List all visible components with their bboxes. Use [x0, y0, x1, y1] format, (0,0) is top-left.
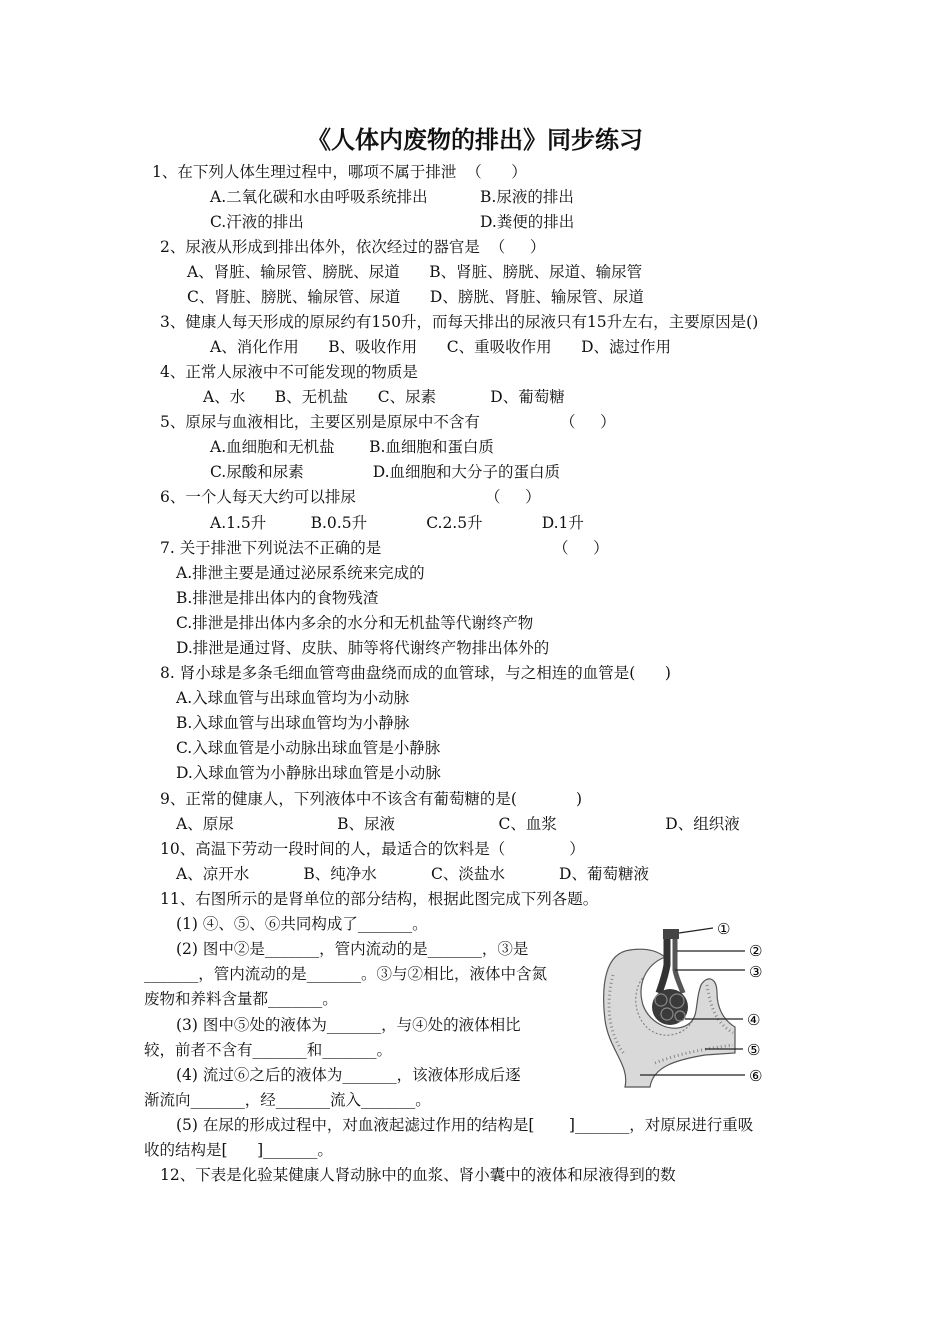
- question-9: 9、正常的健康人，下列液体中不该含有葡萄糖的是( ): [160, 790, 583, 808]
- q1-option-a: A.二氧化碳和水由呼吸系统排出: [210, 188, 428, 206]
- efferent-vessel: [675, 937, 683, 993]
- label-1: ①: [717, 920, 731, 938]
- q7-option-c: C.排泄是排出体内多余的水分和无机盐等代谢终产物: [176, 614, 534, 632]
- q1-option-b: B.尿液的排出: [480, 188, 574, 206]
- q7-answer-bracket: （ ）: [553, 539, 609, 557]
- question-4: 4、正常人尿液中不可能发现的物质是: [160, 363, 418, 381]
- q8-option-a: A.入球血管与出球血管均为小动脉: [176, 689, 410, 707]
- q3-options: A、消化作用 B、吸收作用 C、重吸收作用 D、滤过作用: [210, 338, 672, 356]
- q8-option-d: D.入球血管为小静脉出球血管是小动脉: [176, 764, 441, 782]
- q2-options-ab: A、肾脏、输尿管、膀胱、尿道 B、肾脏、膀胱、尿道、输尿管: [187, 263, 643, 281]
- question-3: 3、健康人每天形成的原尿约有150升，而每天排出的尿液只有15升左右，主要原因是(): [160, 313, 759, 331]
- question-7: 7. 关于排泄下列说法不正确的是: [160, 539, 382, 557]
- q11-part-2: (2) 图中②是_______，管内流动的是_______，③是: [176, 940, 529, 958]
- q5-answer-bracket: （ ）: [560, 413, 616, 431]
- q11-part-2-end: 废物和养料含量都_______。: [144, 990, 338, 1008]
- question-5: 5、原尿与血液相比，主要区别是原尿中不含有: [160, 413, 480, 431]
- question-12: 12、下表是化验某健康人肾动脉中的血浆、肾小囊中的液体和尿液得到的数: [160, 1166, 676, 1184]
- question-8: 8. 肾小球是多条毛细血管弯曲盘绕而成的血管球，与之相连的血管是( ): [160, 664, 671, 682]
- q2-options-cd: C、肾脏、膀胱、输尿管、尿道 D、膀胱、肾脏、输尿管、尿道: [187, 288, 644, 306]
- question-1: 1、在下列人体生理过程中，哪项不属于排泄 （ ）: [152, 163, 527, 181]
- label-4: ④: [747, 1011, 761, 1029]
- q11-part-3: (3) 图中⑤处的液体为_______，与④处的液体相比: [176, 1016, 521, 1034]
- q6-answer-bracket: （ ）: [485, 488, 541, 506]
- question-6: 6、一个人每天大约可以排尿: [160, 488, 356, 506]
- page-title: 《人体内废物的排出》同步练习: [307, 126, 643, 154]
- q7-option-d: D.排泄是通过肾、皮肤、肺等将代谢终产物排出体外的: [176, 639, 550, 657]
- q5-options-ab: A.血细胞和无机盐 B.血细胞和蛋白质: [210, 438, 494, 456]
- q7-option-b: B.排泄是排出体内的食物残渣: [176, 589, 379, 607]
- q1-option-d: D.粪便的排出: [480, 213, 575, 231]
- q4-options: A、水 B、无机盐 C、尿素 D、葡萄糖: [203, 388, 565, 406]
- question-2: 2、尿液从形成到排出体外，依次经过的器官是 （ ）: [160, 238, 546, 256]
- vessel-cap: [663, 929, 679, 939]
- q11-part-1: (1) ④、⑤、⑥共同构成了_______。: [176, 915, 428, 933]
- q11-part-5-cont: 收的结构是[ ]_______。: [144, 1141, 333, 1159]
- q11-part-4-cont: 渐流向_______，经_______流入_______。: [144, 1091, 431, 1109]
- q7-option-a: A.排泄主要是通过泌尿系统来完成的: [176, 564, 425, 582]
- q11-part-3-cont: 较，前者不含有_______和_______。: [144, 1041, 393, 1059]
- q11-part-5: (5) 在尿的形成过程中，对血液起滤过作用的结构是[ ]_______，对原尿进行重吸: [176, 1116, 754, 1134]
- question-11: 11、右图所示的是肾单位的部分结构，根据此图完成下列各题。: [160, 890, 599, 908]
- label-6: ⑥: [749, 1067, 763, 1085]
- q11-part-2-cont: _______，管内流动的是_______。③与②相比，液体中含氮: [144, 965, 548, 983]
- afferent-vessel: [659, 937, 667, 993]
- q9-options: A、原尿 B、尿液 C、血浆 D、组织液: [176, 815, 740, 833]
- q1-option-c: C.汗液的排出: [210, 213, 304, 231]
- q8-option-b: B.入球血管与出球血管均为小静脉: [176, 714, 410, 732]
- q6-options: A.1.5升 B.0.5升 C.2.5升 D.1升: [210, 514, 584, 532]
- label-5: ⑤: [747, 1041, 761, 1059]
- question-10: 10、高温下劳动一段时间的人，最适合的饮料是（ ）: [160, 840, 585, 858]
- label-3: ③: [749, 963, 763, 981]
- nephron-diagram: [595, 915, 785, 1090]
- q11-part-4: (4) 流过⑥之后的液体为_______，该液体形成后逐: [176, 1066, 521, 1084]
- q5-options-cd: C.尿酸和尿素 D.血细胞和大分子的蛋白质: [210, 463, 561, 481]
- q8-option-c: C.入球血管是小动脉出球血管是小静脉: [176, 739, 441, 757]
- q10-options: A、凉开水 B、纯净水 C、淡盐水 D、葡萄糖液: [176, 865, 649, 883]
- label-2: ②: [749, 942, 763, 960]
